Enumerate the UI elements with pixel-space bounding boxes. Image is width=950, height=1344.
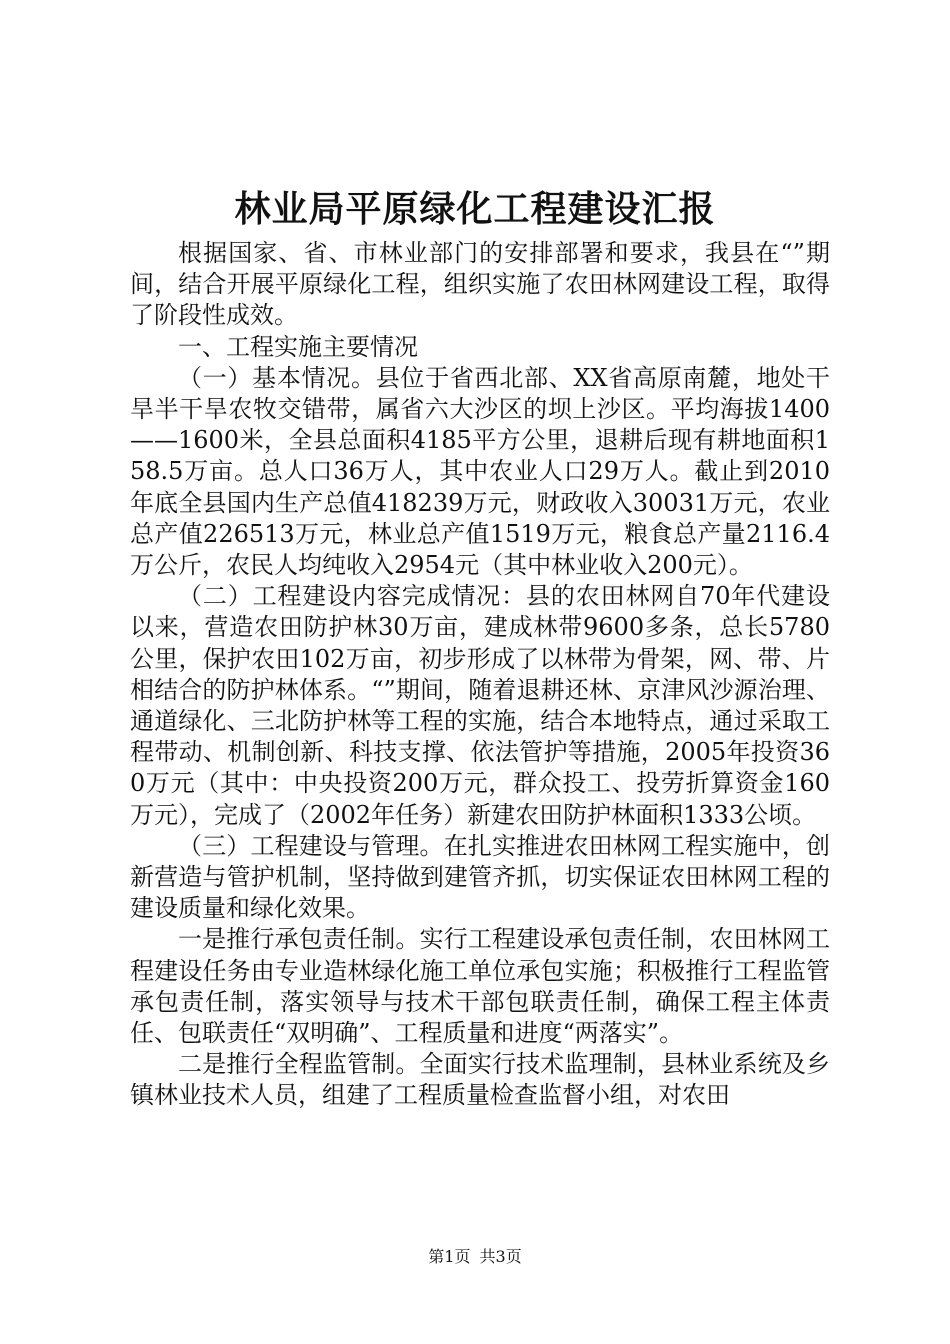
paragraph-basic-info: （一）基本情况。县位于省西北部、XX省高原南麓，地处干旱半干旱农牧交错带，属省六大沙区的坝上沙区。平均海拔1400——1600米，全县总面积4185平方公里，退耕后现有耕地面积158.5万亩。总人口36万人，其中农业人口29万人。截止到2010年底全县国内生产总值418239万元，财政收入30031万元，农业总产值226513万元，林业总产值1519万元，粮食总产量2116.4万公斤，农民人均纯收入2954元（其中林业收入200元）。 (130, 363, 830, 580)
paragraph-construction-management: （三）工程建设与管理。在扎实推进农田林网工程实施中，创新营造与管护机制，坚持做到建管齐抓，切实保证农田林网工程的建设质量和绿化效果。 (130, 831, 830, 923)
document-body (130, 238, 830, 1112)
page-total: 共3页 (479, 1247, 522, 1266)
page-number: 第1页 (428, 1247, 471, 1266)
section-heading-1: 一、工程实施主要情况 (178, 332, 418, 361)
document-title: 林业局平原绿化工程建设汇报 (234, 188, 716, 230)
page-footer (0, 1247, 950, 1267)
paragraph-full-supervision: 二是推行全程监管制。全面实行技术监理制，县林业系统及乡镇林业技术人员，组建了工程质量检查监督小组，对农田 (130, 1050, 830, 1110)
paragraph-construction-progress: （二）工程建设内容完成情况：县的农田林网自70年代建设以来，营造农田防护林30万亩，建成林带9600多条，总长5780公里，保护农田102万亩，初步形成了以林带为骨架，网、带、片相结合的防护林体系。“”期间，随着退耕还林、京津风沙源治理、通道绿化、三北防护林等工程的实施，结合本地特点，通过采取工程带动、机制创新、科技支撑、依法管护等措施，2005年投资360万元（其中：中央投资200万元，群众投工、投劳折算资金160万元），完成了（2002年任务）新建农田防护林面积1333公顷。 (130, 582, 830, 829)
paragraph-contract-responsibility: 一是推行承包责任制。实行工程建设承包责任制，农田林网工程建设任务由专业造林绿化施工单位承包实施；积极推行工程监管承包责任制，落实领导与技术干部包联责任制，确保工程主体责任、包联责任“双明确”、工程质量和进度“两落实”。 (130, 925, 830, 1048)
paragraph-intro: 根据国家、省、市林业部门的安排部署和要求，我县在“”期间，结合开展平原绿化工程，组织实施了农田林网建设工程，取得了阶段性成效。 (130, 239, 830, 330)
